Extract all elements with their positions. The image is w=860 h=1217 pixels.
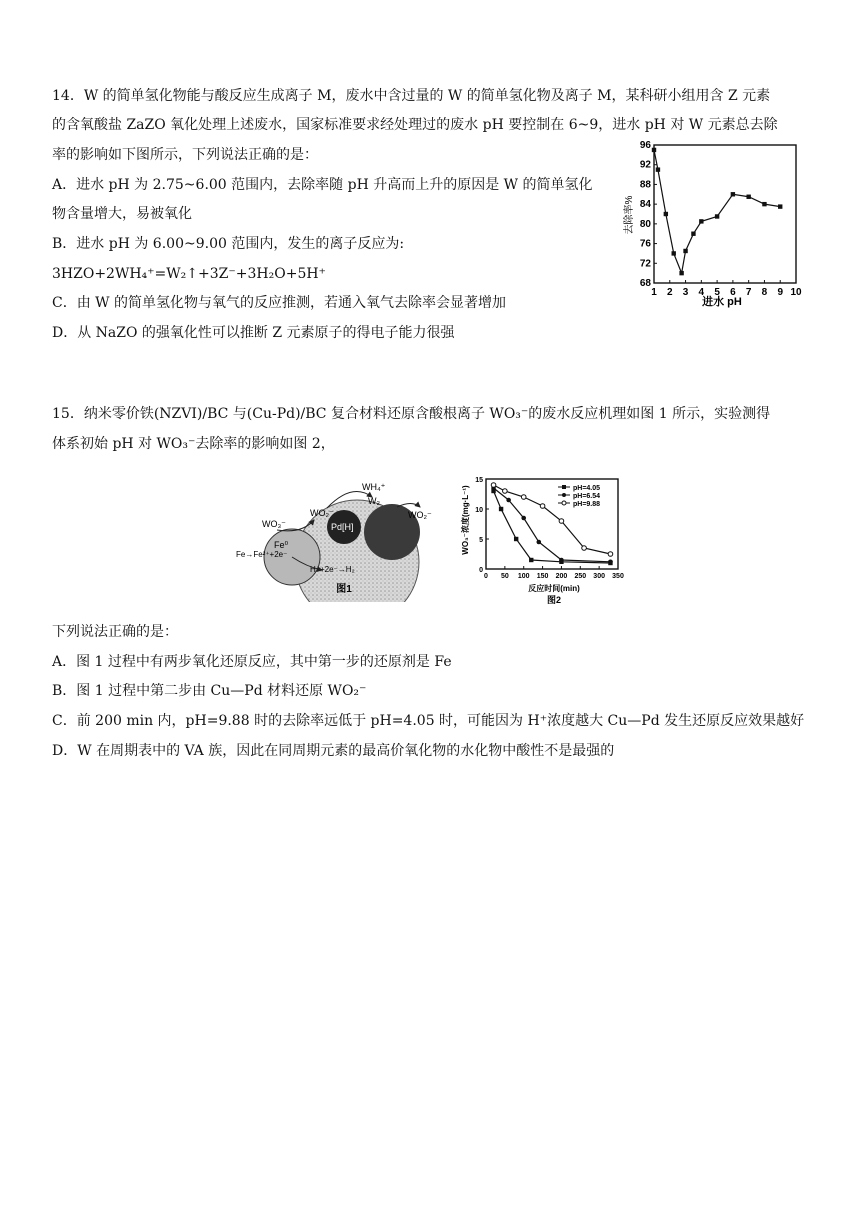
data-point [691,232,695,236]
x-tick-label: 7 [745,287,752,298]
x-tick-label: 3 [682,287,689,298]
data-point [656,167,660,171]
legend-marker [562,501,566,505]
q15-prompt: 下列说法正确的是： [52,624,178,640]
legend-marker [562,485,566,489]
chart1-ylabel: 去除率% [624,195,635,235]
y-tick-label: 68 [639,278,651,289]
x-tick-label: 4 [698,287,705,298]
chart1-xlabel: 进水 pH [702,296,742,308]
fe0-label: Fe⁰ [274,540,289,550]
y-tick-label: 76 [639,238,651,250]
x-tick-label: 5 [714,287,720,298]
data-point [699,219,703,223]
data-point [521,516,526,521]
data-point [679,271,683,275]
x-tick-label: 0 [484,573,488,580]
data-point [778,204,782,208]
q15-option-a: A．图 1 过程中有两步氧化还原反应，其中第一步的还原剂是 Fe [52,654,452,670]
x-tick-label: 300 [593,573,605,580]
data-point [762,202,766,206]
w2-label: W₂ [368,496,380,506]
y-tick-label: 10 [475,507,483,514]
chart2-ylabel: WO₃⁻浓度(mg·L⁻¹) [461,485,470,555]
data-point [529,558,533,562]
q14-option-a-line-2: 物含量增大，易被氧化 [52,206,192,222]
data-point [608,560,613,565]
data-point [559,558,564,563]
q14-option-d: D．从 NaZO 的强氧化性可以推断 Z 元素原子的得电子能力很强 [52,325,455,341]
wo2-left-label: WO₂⁻ [310,508,334,518]
q14-stem-line-1: 14．W 的简单氢化物能与酸反应生成离子 M，废水中含过量的 W 的简单氢化物及离子 M，某科研小组用含 Z 元素 [52,88,771,104]
x-tick-label: 250 [574,573,587,580]
x-tick-label: 10 [790,287,802,298]
wh4-label: WH₄⁺ [362,482,386,492]
chart2-xlabel: 反应时间(min) [528,584,580,593]
concentration-chart [458,465,630,607]
data-point [582,546,587,551]
y-tick-label: 96 [639,140,651,151]
fe-reaction-label: Fe→Fe²⁺+2e⁻ [236,550,288,559]
q15-stem-line-1: 15．纳米零价铁(NZVI)/BC 与(Cu-Pd)/BC 复合材料还原含酸根离子 WO₃⁻的废水反应机理如图 1 所示，实验测得 [52,406,771,422]
data-point [672,251,676,255]
x-tick-label: 6 [730,287,736,298]
y-tick-label: 88 [639,179,651,191]
chart2-caption: 图2 [546,595,562,605]
data-point [746,195,750,199]
x-tick-label: 150 [536,573,549,580]
data-point [559,519,564,524]
data-point [514,537,518,541]
wo2-right-label: WO₂⁻ [408,510,432,520]
data-point [715,214,719,218]
legend-label: pH=4.05 [573,485,601,492]
data-point [491,483,496,488]
h-reaction-label: H⁺+2e⁻→H₂ [310,565,355,574]
mechanism-diagram [232,462,444,602]
y-tick-label: 15 [475,477,483,484]
q15-stem-line-2: 体系初始 pH 对 WO₃⁻去除率的影响如图 2， [52,436,335,452]
data-point [521,495,526,500]
x-tick-label: 2 [666,287,673,298]
fig1-caption: 图1 [336,584,352,595]
y-tick-label: 84 [639,199,651,211]
data-point [499,507,503,511]
x-tick-label: 350 [612,573,624,580]
data-point [683,249,687,253]
q14-stem-line-2: 的含氧酸盐 ZaZO 氧化处理上述废水，国家标准要求经处理过的废水 pH 要控制在 6~9，进水 pH 对 W 元素总去除 [52,117,778,133]
data-point [664,212,668,216]
y-tick-label: 5 [479,537,483,544]
pd-h-label: Pd[H] [331,522,354,532]
q14-stem-line-3: 率的影响如下图所示，下列说法正确的是： [52,147,318,163]
q15-option-d: D．W 在周期表中的 VA 族，因此在同周期元素的最高价氧化物的水化物中酸性不是最强的 [52,743,615,759]
data-point [540,504,545,509]
q14-option-c: C．由 W 的简单氢化物与氧气的反应推测，若通入氧气去除率会显著增加 [52,295,507,311]
plot-frame [654,145,796,283]
y-tick-label: 92 [639,159,651,171]
removal-rate-chart [618,135,808,310]
wo3-label: WO₃⁻ [262,519,286,529]
data-point [537,540,542,545]
q14-option-b-line-1: B．进水 pH 为 6.00~9.00 范围内，发生的离子反应为: [52,236,405,252]
data-point [731,192,735,196]
y-tick-label: 72 [639,258,651,270]
x-tick-label: 50 [500,573,509,580]
x-tick-label: 8 [761,287,768,298]
data-point [652,148,656,152]
data-point [506,498,511,503]
q15-option-b: B．图 1 过程中第二步由 Cu—Pd 材料还原 WO₂⁻ [52,683,367,699]
x-tick-label: 100 [517,573,530,580]
x-tick-label: 9 [777,287,784,298]
y-tick-label: 0 [479,567,483,574]
legend-label: pH=6.54 [573,493,601,500]
x-tick-label: 1 [651,287,657,298]
legend-marker [562,493,566,497]
q14-option-a-line-1: A．进水 pH 为 2.75~6.00 范围内，去除率随 pH 升高而上升的原因是 W 的简单氢化 [52,177,593,193]
legend-label: pH=9.88 [573,501,601,508]
q15-option-c: C．前 200 min 内，pH=9.88 时的去除率远低于 pH=4.05 时，可能因为 H⁺浓度越大 Cu—Pd 发生还原反应效果越好 [52,713,805,729]
q14-option-b-equation: 3HZO+2WH₄⁺=W₂↑+3Z⁻+3H₂O+5H⁺ [52,266,326,282]
data-point [608,552,613,557]
x-tick-label: 200 [555,573,568,580]
data-point [503,489,508,494]
y-tick-label: 80 [639,218,651,230]
